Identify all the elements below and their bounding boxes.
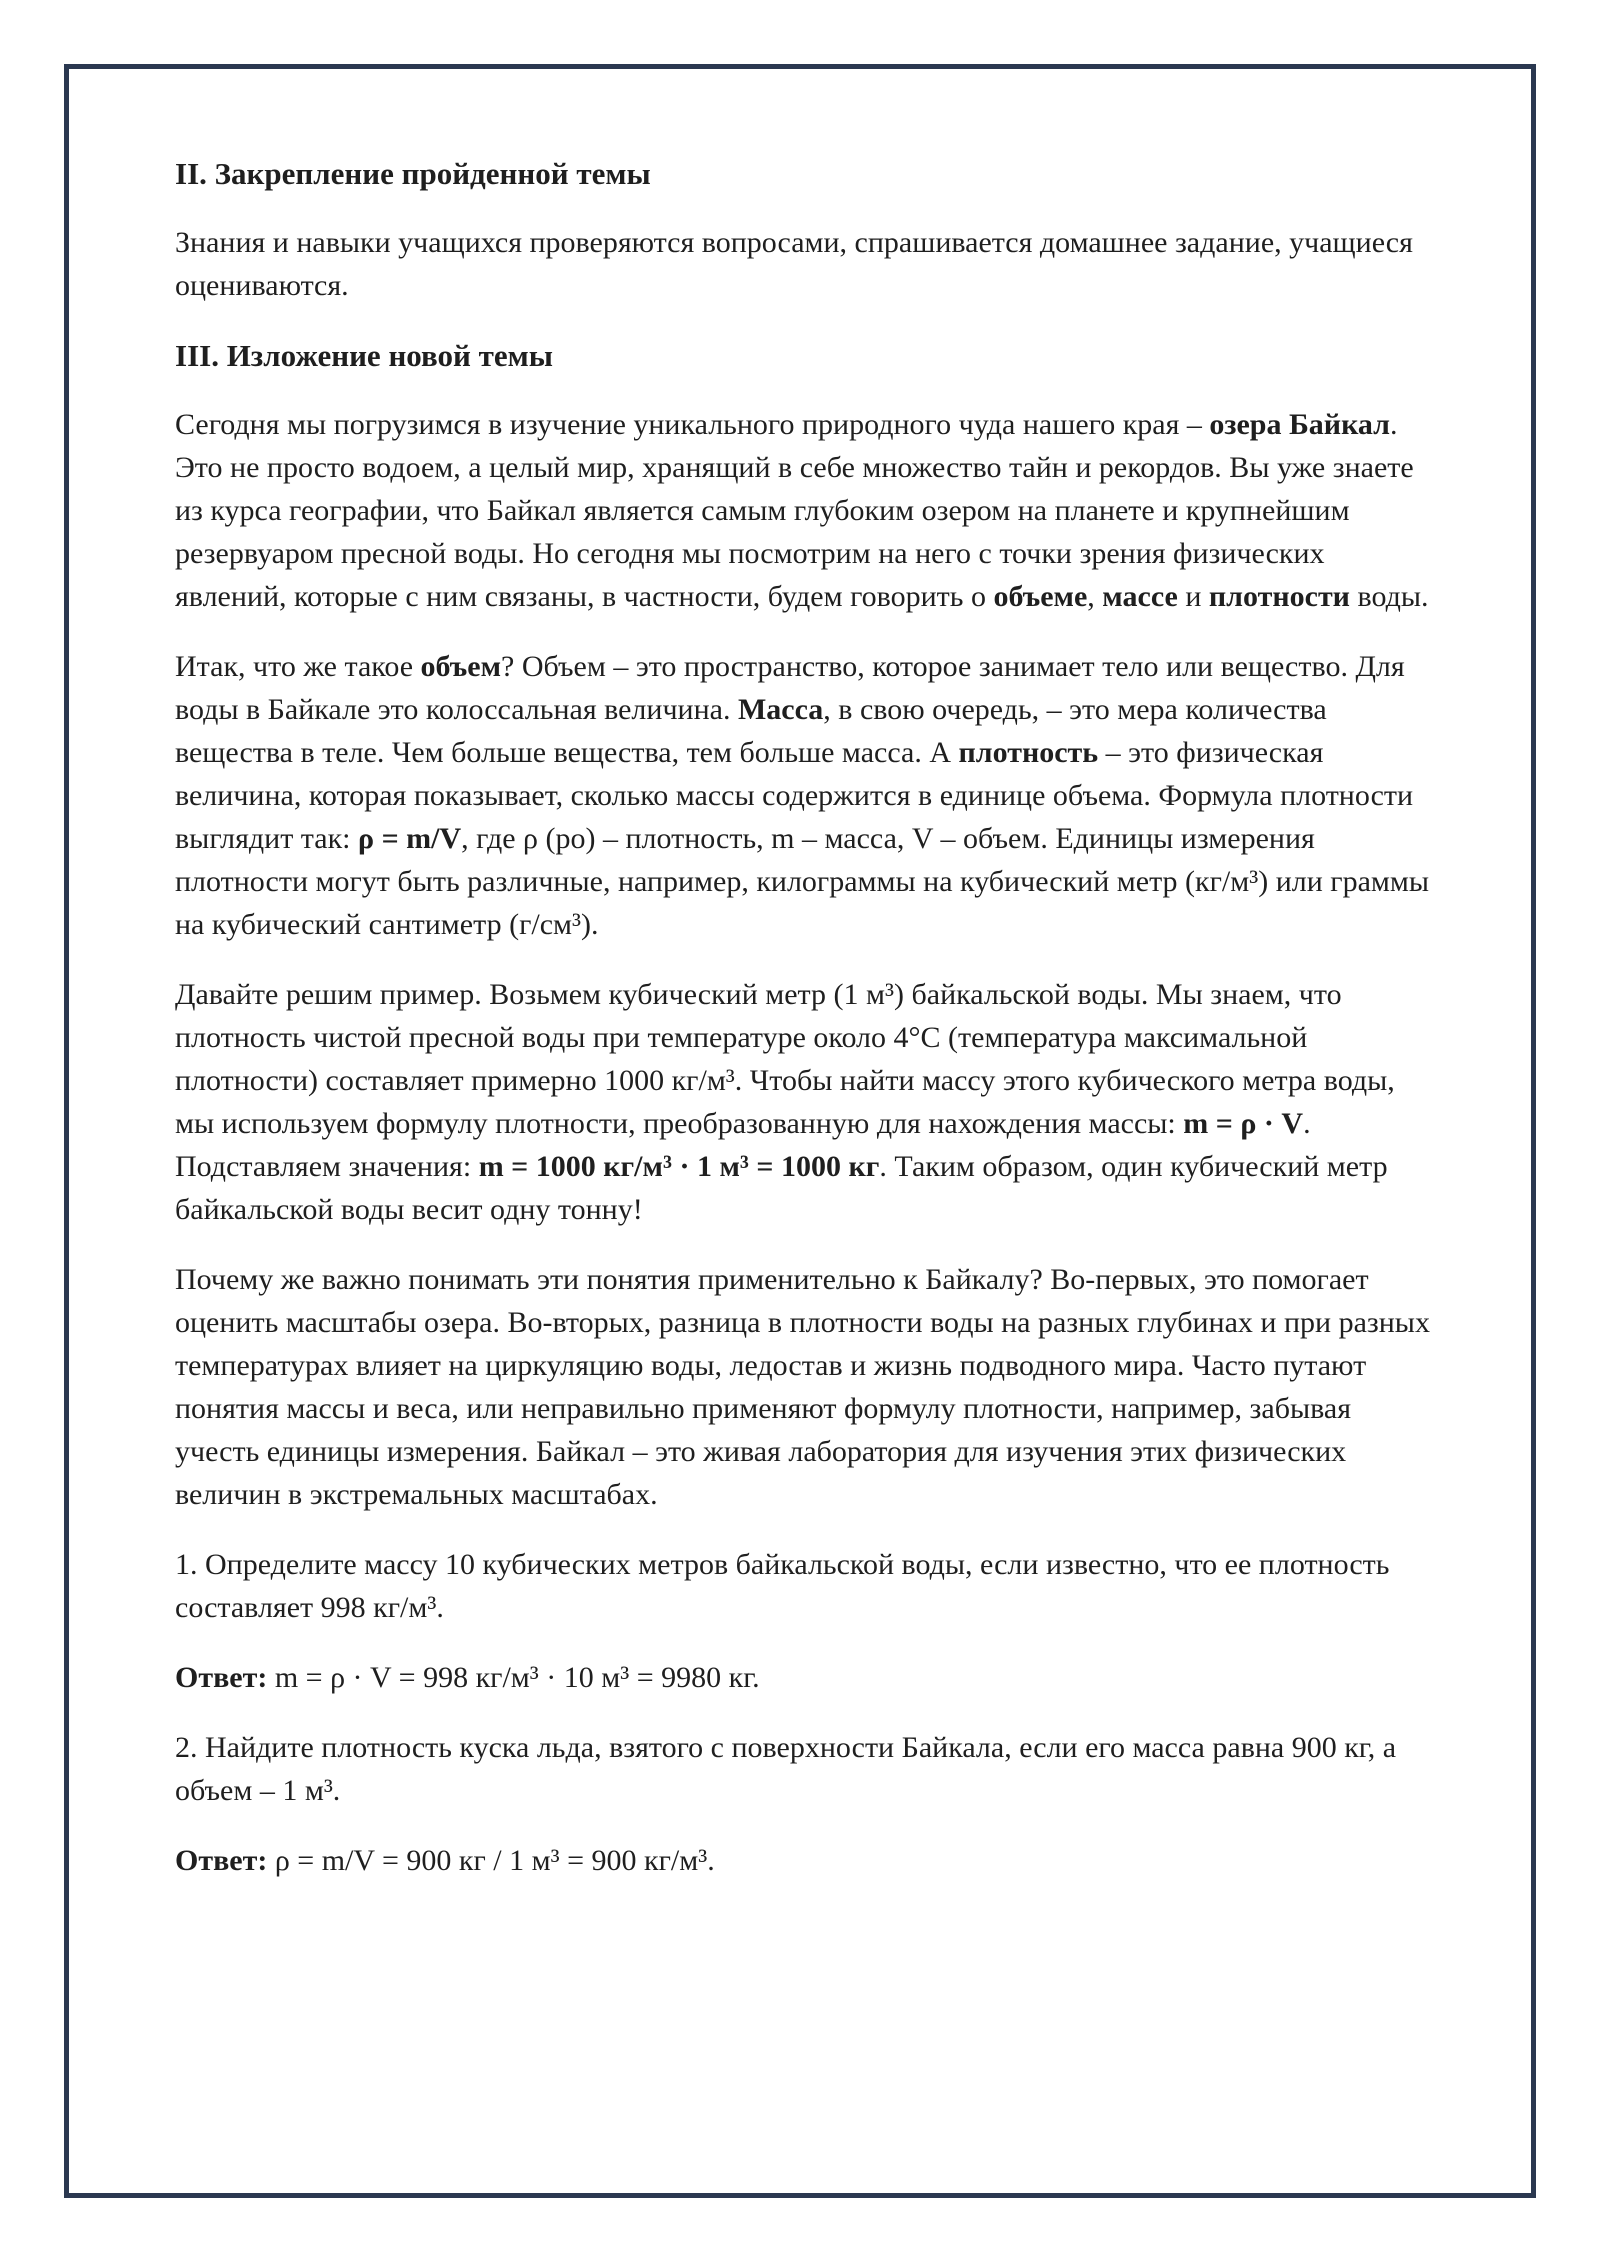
paragraph-homework-check [175, 221, 1437, 307]
answer-2 [175, 1839, 1437, 1882]
text-run: , где ρ (ро) – плотность, m – масса, V – объем. Единицы измерения плотности могут быть различные, например, килограммы на кубический метр (кг/м³) или граммы на кубический сантиметр (г/см³). [175, 822, 1430, 941]
paragraph-example [175, 973, 1437, 1231]
text-run: . Подставляем значения: [175, 1107, 1311, 1183]
bold-text-run: m = ρ · V [1183, 1107, 1304, 1140]
bold-text-run: Ответ: [175, 1661, 268, 1694]
bold-text-run: объем [420, 650, 502, 683]
bold-text-run: плотности [1208, 580, 1350, 613]
text-run: – это физическая величина, которая показывает, сколько массы содержится в единице объема. Формула плотности выглядит так: [175, 736, 1414, 855]
text-run: 1. Определите массу 10 кубических метров байкальской воды, если известно, что ее плотность составляет 998 кг/м³. [175, 1548, 1390, 1624]
text-run: Сегодня мы погрузимся в изучение уникального природного чуда нашего края – [175, 408, 1210, 441]
task-2 [175, 1726, 1437, 1812]
text-run: воды. [1349, 580, 1429, 613]
text-run: . Таким образом, один кубический метр байкальской воды весит одну тонну! [175, 1150, 1388, 1226]
paragraph-baikal-intro [175, 403, 1437, 618]
document-body [175, 152, 1437, 1909]
text-run: ρ = m/V = 900 кг / 1 м³ = 900 кг/м³. [267, 1844, 715, 1877]
section-heading-consolidation: II. Закрепление пройденной темы [175, 156, 651, 191]
section-heading-new-topic: III. Изложение новой темы [175, 338, 553, 373]
bold-text-run: озера Байкал [1209, 408, 1390, 441]
text-run: Почему же важно понимать эти понятия применительно к Байкалу? Во-первых, это помогает оценить масштабы озера. Во-вторых, разница в плотности воды на разных глубинах и при разных температурах влияет на циркуляцию воды, ледостав и жизнь подводного мира. Часто путают понятия массы и веса, или неправильно применяют формулу плотности, например, забывая учесть единицы измерения. Байкал – это живая лаборатория для изучения этих физических величин в экстремальных масштабах. [175, 1263, 1430, 1511]
text-run: 2. Найдите плотность куска льда, взятого с поверхности Байкала, если его масса равна 900 кг, а объем – 1 м³. [175, 1731, 1397, 1807]
text-run: Итак, что же такое [175, 650, 421, 683]
paragraph-importance [175, 1258, 1437, 1516]
bold-text-run: Ответ: [175, 1844, 268, 1877]
text-run: ? Объем – это пространство, которое занимает тело или вещество. Для воды в Байкале это колоссальная величина. [175, 650, 1405, 726]
answer-1 [175, 1656, 1437, 1699]
text-run: . Это не просто водоем, а целый мир, хранящий в себе множество тайн и рекордов. Вы уже знаете из курса географии, что Байкал является самым глубоким озером на планете и крупнейшим резервуаром пресной воды. Но сегодня мы посмотрим на него с точки зрения физических явлений, которые с ним связаны, в частности, будем говорить о [175, 408, 1414, 613]
bold-text-run: объеме [993, 580, 1088, 613]
text-run: , в свою очередь, – это мера количества вещества в теле. Чем больше вещества, тем больше масса. А [175, 693, 1327, 769]
text-run: Знания и навыки учащихся проверяются вопросами, спрашивается домашнее задание, учащиеся оцениваются. [175, 226, 1413, 302]
text-run: m = ρ · V = 998 кг/м³ · 10 м³ = 9980 кг. [267, 1661, 760, 1694]
text-run: Давайте решим пример. Возьмем кубический метр (1 м³) байкальской воды. Мы знаем, что плотность чистой пресной воды при температуре около 4°C (температура максимальной плотности) составляет примерно 1000 кг/м³. Чтобы найти массу этого кубического метра воды, мы используем формулу плотности, преобразованную для нахождения массы: [175, 978, 1395, 1140]
task-1 [175, 1543, 1437, 1629]
text-run: , [1087, 580, 1103, 613]
bold-text-run: ρ = m/V [358, 822, 462, 855]
bold-text-run: массе [1102, 580, 1178, 613]
text-run: и [1177, 580, 1209, 613]
bold-text-run: плотность [958, 736, 1099, 769]
bold-text-run: Масса [737, 693, 824, 726]
bold-text-run: m = 1000 кг/м³ · 1 м³ = 1000 кг [478, 1150, 880, 1183]
paragraph-definitions [175, 645, 1437, 946]
